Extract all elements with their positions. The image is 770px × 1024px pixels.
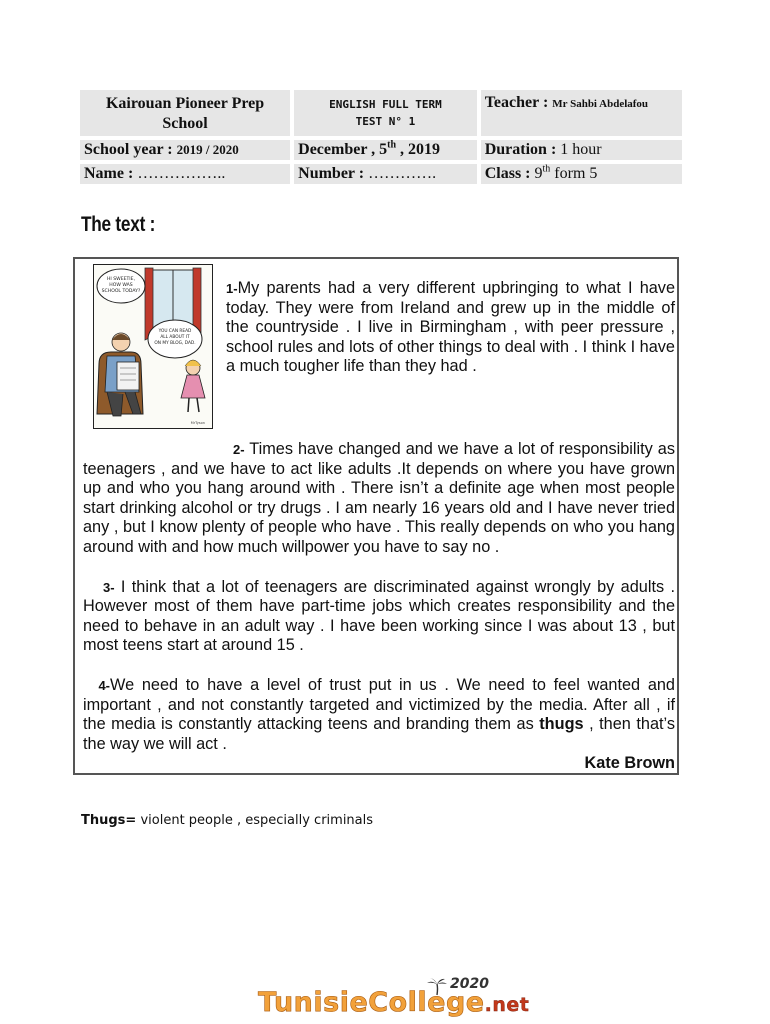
school-name: Kairouan Pioneer Prep School (105, 95, 265, 132)
number-label: Number : (298, 165, 365, 182)
class-cell (479, 162, 684, 186)
name-blank[interactable]: …………….. (137, 165, 226, 182)
duration-cell (479, 138, 684, 162)
teacher-name: Mr Sahbi Abdelafou (552, 98, 649, 110)
exam-title-cell (292, 88, 479, 138)
exam-title-line1: ENGLISH FULL TERM (329, 98, 442, 111)
class-label: Class : (484, 165, 531, 182)
paragraph-3 (83, 578, 675, 656)
paragraph-3-text: I think that a lot of teenagers are discriminated against wrongly by adults . However most of them have part-time jobs which creates responsibility and the need to behave in an adult way . I have been working since I was about 13 , but most teens start at around 15 . (83, 577, 675, 655)
paragraph-4 (83, 676, 675, 754)
paragraph-2-text: Times have changed and we have a lot of responsibility as teenagers , and we have to act like adults .It depends on where you have grown up and who you hang around with . There isn’t a definite age when most people start drinking alcohol or try drugs . I am nearly 16 years old and I have never tried any , but I know plenty of people who have . This really depends on who you hang around with and how much willpower you have to say no . (83, 440, 675, 556)
duration-label: Duration : (484, 141, 557, 158)
paragraph-4-text-a: We need to have a level of trust put in us . We need to feel wanted and important , and not constantly targeted and victimized by the media. After all , if the media is constantly attacking teens and branding them as (83, 675, 675, 734)
paragraph-4-text-b: , then that’s the way we will act . (83, 715, 675, 753)
school-year-value: 2019 / 2020 (176, 142, 239, 157)
name-label: Name : (84, 165, 134, 182)
brand-year: 2020 (450, 976, 489, 992)
paragraph-3-number: 3- (103, 579, 115, 595)
school-name-cell (78, 88, 292, 138)
svg-text:YOU CAN READ: YOU CAN READ (158, 329, 192, 334)
svg-text:ON MY BLOG, DAD.: ON MY BLOG, DAD. (154, 341, 196, 346)
duration-value: 1 hour (560, 141, 602, 158)
school-year-cell (78, 138, 292, 162)
paragraph-4-keyword: thugs (539, 715, 584, 734)
teacher-label: Teacher : (484, 94, 549, 111)
teacher-cell (479, 88, 684, 138)
reading-text (83, 279, 675, 774)
paragraph-1 (83, 279, 675, 419)
exam-title-line2: TEST N° 1 (355, 115, 416, 128)
brand-name: TunisieCollege.net (258, 987, 530, 1018)
reading-text-box (73, 257, 679, 775)
paragraph-1-number: 1- (226, 281, 238, 296)
footer-brand-logo (254, 976, 530, 1022)
svg-text:HOW WAS: HOW WAS (109, 283, 133, 288)
date-suffix: , 2019 (396, 141, 441, 158)
paragraph-2-number: 2- (233, 442, 245, 457)
name-cell (78, 162, 292, 186)
glossary-term: Thugs= (81, 813, 137, 828)
date-cell (292, 138, 479, 162)
number-blank[interactable]: …………. (368, 165, 437, 182)
date-sup: th (387, 139, 397, 151)
glossary-note (81, 813, 373, 828)
section-title: The text : (81, 213, 156, 236)
svg-text:ALL ABOUT IT: ALL ABOUT IT (160, 335, 190, 340)
svg-text:MrTyson: MrTyson (190, 421, 205, 425)
glossary-definition: violent people , especially criminals (136, 813, 374, 828)
svg-text:SCHOOL TODAY?: SCHOOL TODAY? (101, 289, 141, 294)
date-prefix: December , 5 (298, 141, 388, 158)
paragraph-1-text: My parents had a very different upbringing to what I have today. They were from Ireland and grew up in the middle of the countryside . I live in Birmingham , with peer pressure , school rules and lots of other things to deal with . I think I have a much tougher life than they had . (226, 279, 675, 376)
number-cell (292, 162, 479, 186)
paragraph-4-number: 4- (98, 677, 110, 693)
author-name: Kate Brown (584, 754, 675, 773)
svg-text:HI SWEETIE,: HI SWEETIE, (106, 277, 136, 282)
exam-header-table (78, 88, 684, 186)
class-value: 9th form 5 (534, 163, 598, 182)
paragraph-2 (83, 440, 675, 558)
school-year-label: School year : (84, 141, 173, 158)
